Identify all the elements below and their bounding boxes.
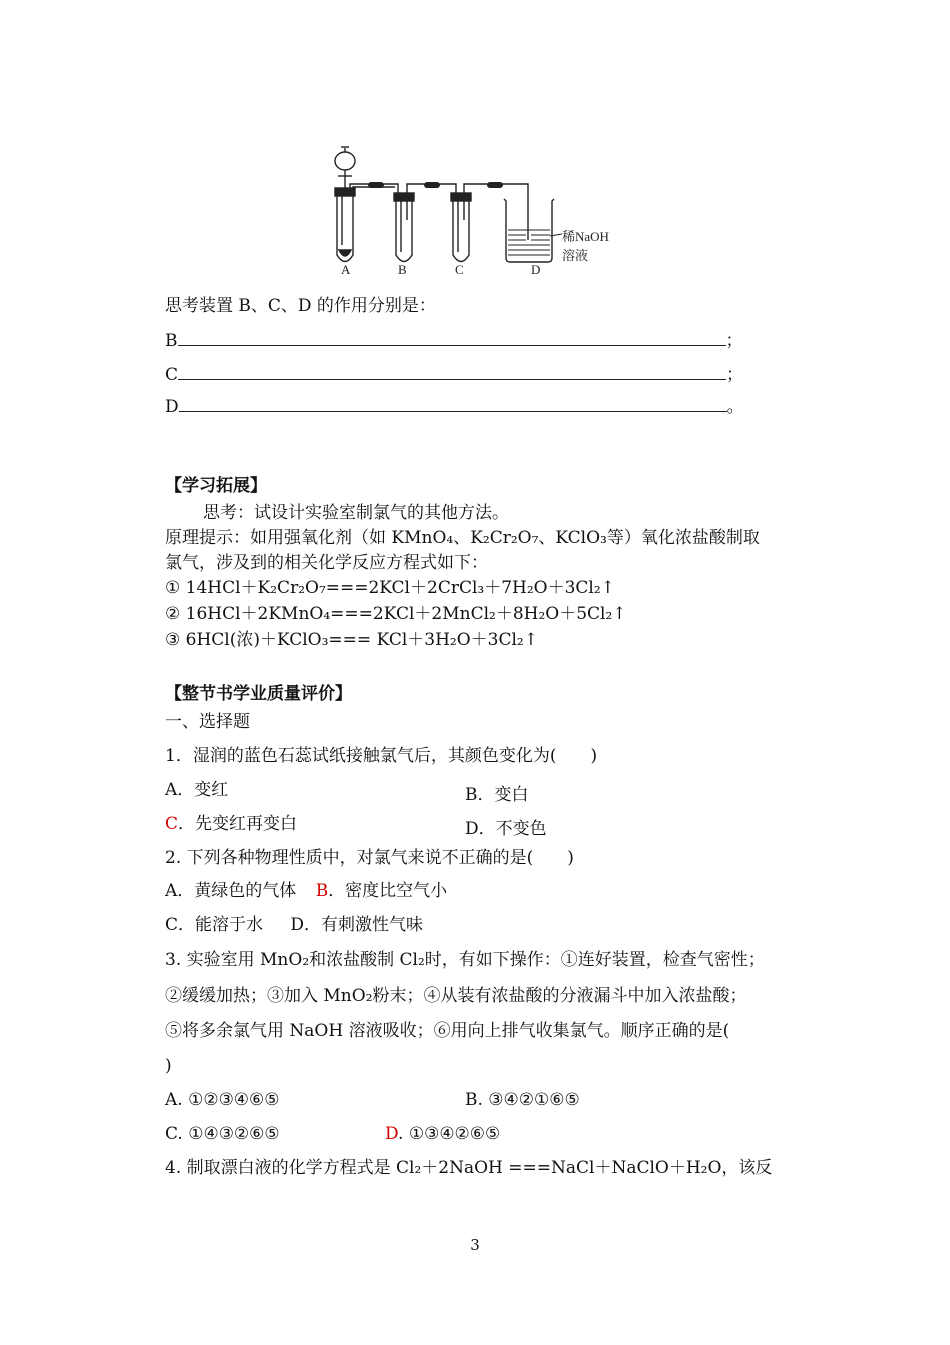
answer-b-end: ；	[725, 331, 743, 351]
q3-option-b[interactable]: B. ③④②①⑥⑤	[465, 1090, 580, 1110]
q1-option-c[interactable]	[165, 814, 297, 834]
label-d: D	[531, 262, 541, 277]
q2-options-ab	[165, 881, 447, 901]
q1-option-b[interactable]: B．变白	[465, 785, 529, 805]
equation-2: ② 16HCl＋2KMnO₄===2KCl＋2MnCl₂＋8H₂O＋5Cl₂↑	[165, 604, 627, 624]
section-title: 一、选择题	[165, 712, 250, 732]
solution-label-2: 溶液	[562, 248, 589, 263]
q3-stem-4: )	[165, 1056, 172, 1076]
q1-answer-letter: C	[165, 814, 179, 834]
q2-option-b[interactable]	[316, 881, 448, 901]
q2-option-a[interactable]: A．黄绿色的气体	[165, 881, 297, 901]
answer-c-prefix: C	[165, 365, 179, 385]
answer-d-blank[interactable]	[179, 396, 727, 412]
extension-hint-1: 原理提示：如用强氧化剂（如 KMnO₄、K₂Cr₂O₇、KClO₃等）氧化浓盐酸制取	[165, 528, 760, 548]
equation-1: ① 14HCl＋K₂Cr₂O₇===2KCl＋2CrCl₃＋7H₂O＋3Cl₂↑	[165, 578, 615, 598]
q3-option-d[interactable]	[385, 1124, 500, 1144]
answer-line-b	[165, 330, 743, 351]
label-a: A	[341, 262, 351, 277]
q2-options-cd	[165, 915, 423, 935]
equation-3: ③ 6HCl(浓)＋KClO₃=== KCl＋3H₂O＋3Cl₂↑	[165, 630, 538, 650]
q3-stem-3: ⑤将多余氯气用 NaOH 溶液吸收；⑥用向上排气收集氯气。顺序正确的是(	[165, 1021, 730, 1041]
evaluation-heading: 【整节书学业质量评价】	[165, 684, 352, 704]
answer-b-prefix: B	[165, 331, 178, 351]
funnel-bulb	[335, 152, 355, 170]
q1-option-a[interactable]: A．变红	[165, 780, 229, 800]
answer-c-end: ；	[726, 365, 744, 385]
q3-stem-1: 3. 实验室用 MnO₂和浓盐酸制 Cl₂时，有如下操作：①连好装置，检查气密性；	[165, 950, 765, 970]
answer-line-d	[165, 396, 744, 417]
test-tube-c	[453, 197, 469, 262]
label-c: C	[455, 262, 464, 277]
q2-option-c[interactable]: C．能溶于水	[165, 915, 264, 935]
answer-b-blank[interactable]	[178, 330, 726, 346]
q1-option-c-text: ．先变红再变白	[178, 814, 298, 834]
q1-option-d[interactable]: D．不变色	[465, 819, 547, 839]
q3-stem-2: ②缓缓加热；③加入 MnO₂粉末；④从装有浓盐酸的分液漏斗中加入浓盐酸；	[165, 986, 747, 1006]
answer-c-blank[interactable]	[178, 364, 726, 380]
q3-answer-letter: D	[385, 1124, 399, 1144]
q2-option-d[interactable]: D．有刺激性气味	[290, 915, 424, 935]
answer-line-c	[165, 364, 743, 385]
extension-heading: 【学习拓展】	[165, 476, 267, 496]
q2-stem: 2. 下列各种物理性质中，对氯气来说不正确的是( )	[165, 848, 574, 868]
solution-label-1: 稀NaOH	[562, 229, 609, 244]
think-question: 思考装置 B、C、D 的作用分别是：	[165, 296, 436, 316]
test-tube-b	[396, 197, 412, 262]
q4-stem: 4. 制取漂白液的化学方程式是 Cl₂＋2NaOH ===NaCl＋NaClO＋H₂O，该反	[165, 1158, 773, 1178]
q3-option-a[interactable]: A. ①②③④⑥⑤	[165, 1090, 280, 1110]
extension-think: 思考：试设计实验室制氯气的其他方法。	[203, 503, 509, 523]
q3-option-c[interactable]: C. ①④③②⑥⑤	[165, 1124, 280, 1144]
q2-option-b-text: ．密度比空气小	[328, 881, 448, 901]
answer-d-prefix: D	[165, 397, 179, 417]
q1-stem: 1．湿润的蓝色石蕊试纸接触氯气后，其颜色变化为( )	[165, 746, 598, 766]
q2-answer-letter: B	[315, 881, 329, 901]
page-number: 3	[470, 1236, 480, 1254]
apparatus-figure	[0, 0, 950, 290]
extension-hint-2: 氯气，涉及到的相关化学反应方程式如下：	[165, 553, 488, 573]
q3-option-d-text: . ①③④②⑥⑤	[398, 1124, 501, 1144]
label-b: B	[398, 262, 407, 277]
answer-d-end: 。	[726, 397, 744, 417]
